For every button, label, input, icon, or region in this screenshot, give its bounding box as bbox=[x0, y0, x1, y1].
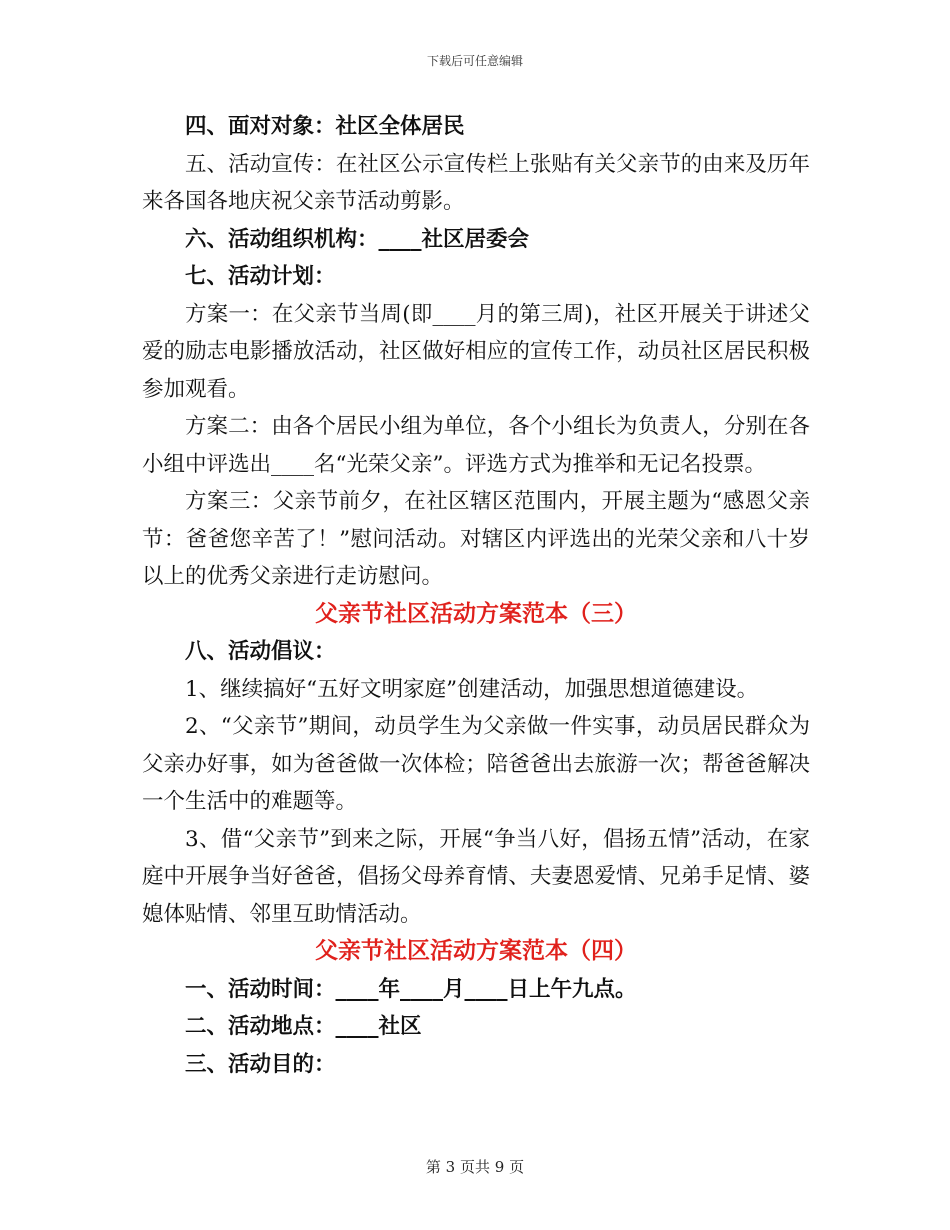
section-initiative-heading: 八、活动倡议： bbox=[185, 639, 336, 664]
section-organizer: 六、活动组织机构：____社区居委会 bbox=[185, 226, 530, 252]
section-target-audience: 四、面对对象：社区全体居民 bbox=[185, 114, 465, 139]
section-activity-time: 一、活动时间：____年____月____日上午九点。 bbox=[185, 976, 637, 1002]
plan-one: 方案一：在父亲节当周(即____月的第三周)，社区开展关于讲述父爱的励志电影播放活动，社区做好相应的宣传工作，动员社区居民积极参加观看。 bbox=[142, 301, 810, 402]
plan-three: 方案三：父亲节前夕，在社区辖区范围内，开展主题为“感恩父亲节：爸爸您辛苦了！”慰问活动。对辖区内评选出的光荣父亲和八十岁以上的优秀父亲进行走访慰问。 bbox=[142, 489, 810, 589]
section-promotion: 五、活动宣传：在社区公示宣传栏上张贴有关父亲节的由来及历年来各国各地庆祝父亲节活动剪影。 bbox=[142, 151, 810, 214]
initiative-item-3: 3、借“父亲节”到来之际，开展“争当八好，倡扬五情”活动，在家庭中开展争当好爸爸，倡扬父母养育情、夫妻恩爱情、兄弟手足情、婆媳体贴情、邻里互助情活动。 bbox=[142, 826, 810, 927]
section-activity-purpose: 三、活动目的： bbox=[185, 1051, 336, 1077]
sample-three-title: 父亲节社区活动方案范本（三） bbox=[315, 600, 637, 627]
section-activity-location: 二、活动地点：____社区 bbox=[185, 1014, 422, 1039]
section-plan-heading: 七、活动计划： bbox=[185, 264, 336, 289]
page-number-footer: 第 3 页共 9 页 bbox=[425, 1158, 525, 1176]
document-body bbox=[142, 108, 810, 1083]
initiative-item-1: 1、继续搞好“五好文明家庭”创建活动，加强思想道德建设。 bbox=[185, 676, 759, 702]
initiative-item-2: 2、“父亲节”期间，动员学生为父亲做一件实事，动员居民群众为父亲办好事，如为爸爸做一次体检；陪爸爸出去旅游一次；帮爸爸解决一个生活中的难题等。 bbox=[142, 714, 810, 814]
page-header: 下载后可任意编辑 bbox=[426, 54, 523, 68]
sample-four-title: 父亲节社区活动方案范本（四） bbox=[315, 938, 637, 964]
plan-two: 方案二：由各个居民小组为单位，各个小组长为负责人，分别在各小组中评选出____名“光荣父亲”。评选方式为推举和无记名投票。 bbox=[142, 414, 810, 477]
